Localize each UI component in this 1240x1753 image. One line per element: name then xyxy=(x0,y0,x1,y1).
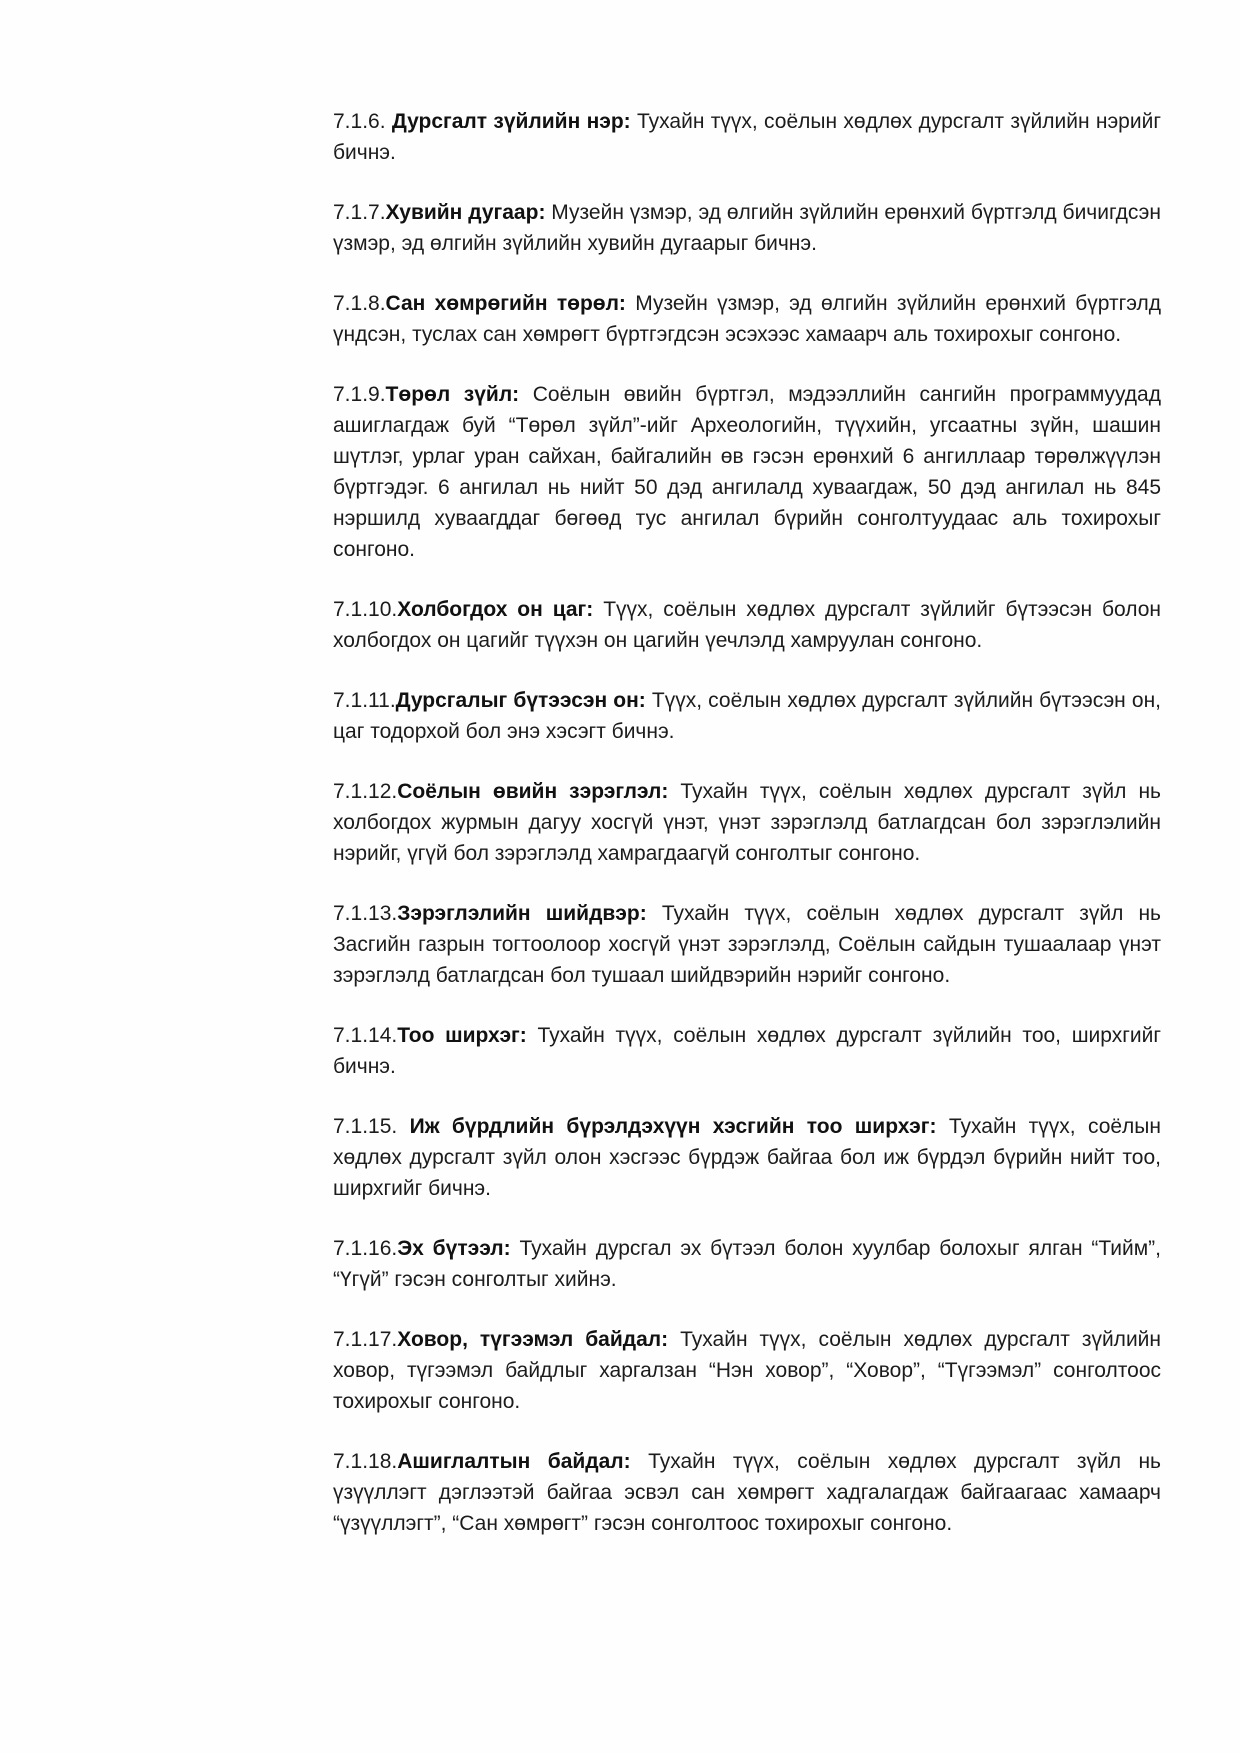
section-number: 7.1.13. xyxy=(333,902,398,925)
paragraph-7-1-8 xyxy=(333,288,1161,350)
section-text: Тухайн түүх, соёлын хөдлөх дурсгалт зүйл олон хэсгээс бүрдэж байгаа бол иж бүрдэл бүрийн нийт тоо, ширхгийг бичнэ. xyxy=(333,1115,1162,1200)
paragraph-7-1-14 xyxy=(333,1020,1161,1082)
document-body xyxy=(333,106,1161,1539)
section-text: Тухайн түүх, соёлын хөдлөх дурсгалт зүйл нь үзүүллэгт дэглээтэй байгаа эсвэл сан хөмрөгт хадгалагдаж байгаагаас хамаарч “үзүүллэгт”, “Сан хөмрөгт” гэсэн сонголтоос тохирохыг сонгоно. xyxy=(333,1450,1161,1535)
section-text: Музейн үзмэр, эд өлгийн зүйлийн ерөнхий бүртгэлд бичигдсэн үзмэр, эд өлгийн зүйлийн хувийн дугаарыг бичнэ. xyxy=(333,201,1161,255)
section-number: 7.1.6. xyxy=(333,110,392,133)
paragraph-7-1-15 xyxy=(333,1111,1161,1204)
section-number: 7.1.10. xyxy=(333,598,398,621)
section-number: 7.1.9. xyxy=(333,383,386,406)
section-term: Зэрэглэлийн шийдвэр: xyxy=(397,902,647,925)
section-number: 7.1.8. xyxy=(333,292,386,315)
section-term: Төрөл зүйл: xyxy=(385,383,520,406)
paragraph-7-1-17 xyxy=(333,1324,1161,1417)
paragraph-7-1-11 xyxy=(333,685,1161,747)
section-number: 7.1.15. xyxy=(333,1115,410,1138)
section-text: Тухайн түүх, соёлын хөдлөх дурсгалт зүйлийн нэрийг бичнэ. xyxy=(333,110,1161,164)
section-term: Эх бүтээл: xyxy=(397,1237,511,1260)
section-number: 7.1.7. xyxy=(333,201,386,224)
section-term: Хувийн дугаар: xyxy=(385,201,546,224)
section-term: Тоо ширхэг: xyxy=(397,1024,527,1047)
section-text: Тухайн түүх, соёлын хөдлөх дурсгалт зүйл нь холбогдох журмын дагуу хосгүй үнэт, үнэт зэрэглэлд батлагдсан бол зэрэглэлийн нэрийг, үгүй бол зэрэглэлд хамрагдаагүй сонголтыг сонгоно. xyxy=(333,780,1161,865)
paragraph-7-1-7 xyxy=(333,197,1161,259)
section-term: Иж бүрдлийн бүрэлдэхүүн хэсгийн тоо ширхэг: xyxy=(409,1115,937,1138)
paragraph-7-1-18 xyxy=(333,1446,1161,1539)
section-term: Ховор, түгээмэл байдал: xyxy=(397,1328,669,1351)
section-text: Тухайн түүх, соёлын хөдлөх дурсгалт зүйл нь Засгийн газрын тогтоолоор хосгүй үнэт зэрэглэлд, Соёлын сайдын тушаалаар үнэт зэрэглэлд батлагдсан бол тушаал шийдвэрийн нэрийг сонгоно. xyxy=(333,902,1161,987)
section-term: Соёлын өвийн зэрэглэл: xyxy=(397,780,669,803)
section-term: Дурсгалыг бүтээсэн он: xyxy=(395,689,646,712)
paragraph-7-1-13 xyxy=(333,898,1161,991)
paragraph-7-1-16 xyxy=(333,1233,1161,1295)
section-number: 7.1.18. xyxy=(333,1450,398,1473)
paragraph-7-1-12 xyxy=(333,776,1161,869)
section-text: Түүх, соёлын хөдлөх дурсгалт зүйлийн бүтээсэн он, цаг тодорхой бол энэ хэсэгт бичнэ. xyxy=(333,689,1162,743)
paragraph-7-1-9 xyxy=(333,379,1161,565)
section-number: 7.1.16. xyxy=(333,1237,398,1260)
section-term: Сан хөмрөгийн төрөл: xyxy=(385,292,626,315)
section-text: Тухайн дурсгал эх бүтээл болон хуулбар болохыг ялган “Тийм”, “Үгүй” гэсэн сонголтыг хийнэ. xyxy=(333,1237,1161,1291)
section-number: 7.1.14. xyxy=(333,1024,398,1047)
section-text: Тухайн түүх, соёлын хөдлөх дурсгалт зүйлийн ховор, түгээмэл байдлыг харгалзан “Нэн ховор”, “Ховор”, “Түгээмэл” сонголтоос тохирохыг сонгоно. xyxy=(333,1328,1161,1413)
section-number: 7.1.11. xyxy=(333,689,396,712)
section-number: 7.1.12. xyxy=(333,780,398,803)
section-term: Холбогдох он цаг: xyxy=(397,598,594,621)
section-text: Тухайн түүх, соёлын хөдлөх дурсгалт зүйлийн тоо, ширхгийг бичнэ. xyxy=(333,1024,1161,1078)
section-term: Дурсгалт зүйлийн нэр: xyxy=(391,110,631,133)
section-text: Музейн үзмэр, эд өлгийн зүйлийн ерөнхий бүртгэлд үндсэн, туслах сан хөмрөгт бүртгэгдсэн эсэхээс хамаарч аль тохирохыг сонгоно. xyxy=(333,292,1161,346)
section-number: 7.1.17. xyxy=(333,1328,398,1351)
paragraph-7-1-10 xyxy=(333,594,1161,656)
paragraph-7-1-6 xyxy=(333,106,1161,168)
section-text: Соёлын өвийн бүртгэл, мэдээллийн сангийн программуудад ашиглагдаж буй “Төрөл зүйл”-ийг Археологийн, түүхийн, угсаатны зүйн, шашин шүтлэг, урлаг уран сайхан, байгалийн өв гэсэн ерөнхий 6 ангиллаар төрөлжүүлэн бүртгэдэг. 6 ангилал нь нийт 50 дэд ангилалд хуваагдаж, 50 дэд ангилал нь 845 нэршилд хуваагддаг бөгөөд тус ангилал бүрийн сонголтуудаас аль тохирохыг сонгоно. xyxy=(333,383,1161,561)
section-text: Түүх, соёлын хөдлөх дурсгалт зүйлийг бүтээсэн болон холбогдох он цагийг түүхэн он цагийн үечлэлд хамруулан сонгоно. xyxy=(333,598,1161,652)
section-term: Ашиглалтын байдал: xyxy=(397,1450,631,1473)
